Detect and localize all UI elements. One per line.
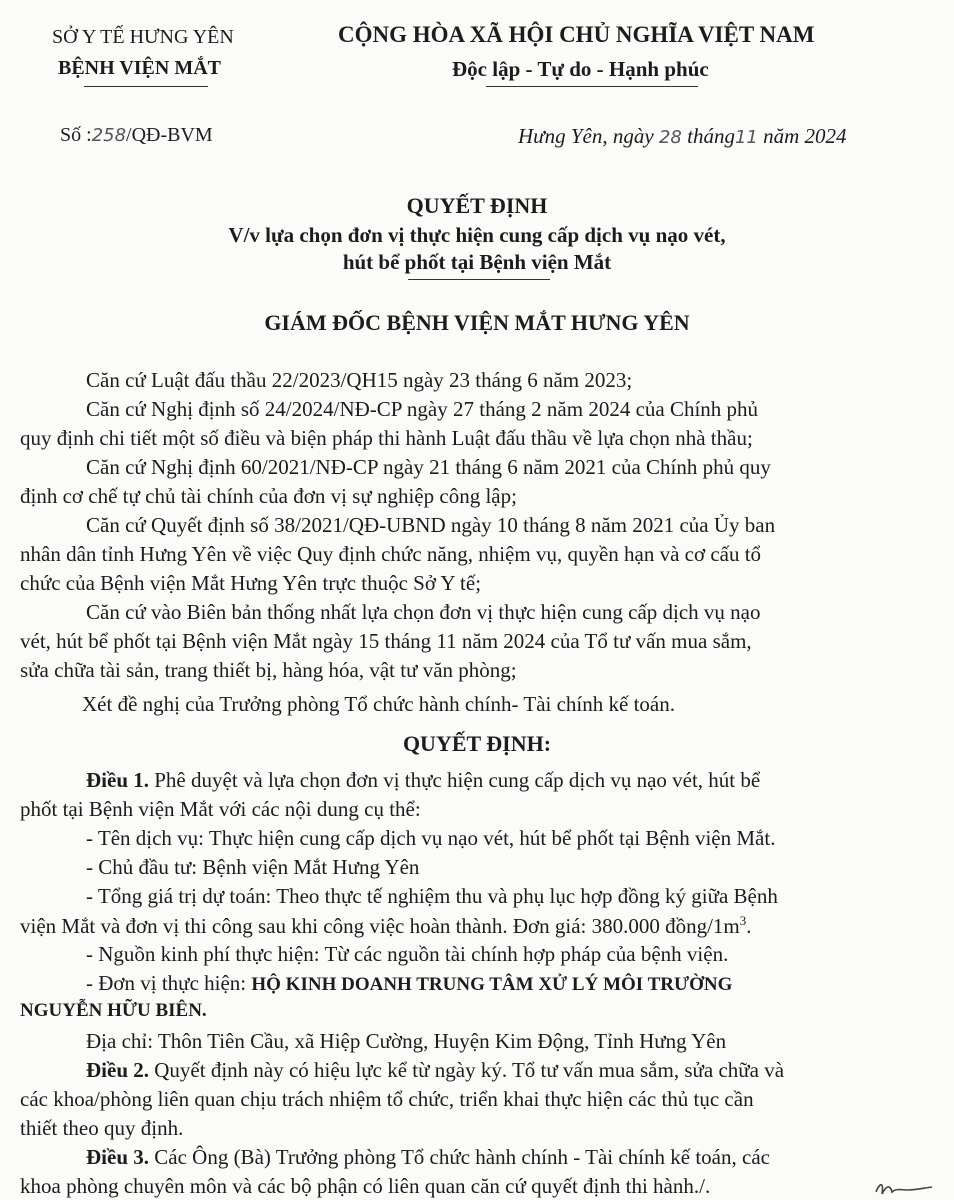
handwritten-month: 11 [734, 127, 758, 148]
decision-heading: QUYẾT ĐỊNH: [402, 731, 552, 756]
article-3-line-2: khoa phòng chuyên môn và các bộ phận có liên quan căn cứ quyết định thi hành./. [20, 1174, 711, 1198]
article-1-line-2: phốt tại Bệnh viện Mắt với các nội dung cụ thể: [20, 797, 421, 821]
basis-line-8: chức của Bệnh viện Mắt Hưng Yên trực thuộc Sở Y tế; [20, 571, 482, 595]
issuing-authority: GIÁM ĐỐC BỆNH VIỆN MẮT HƯNG YÊN [264, 310, 690, 335]
estimate-line-1: - Tổng giá trị dự toán: Theo thực tế nghiệm thu và phụ lục hợp đồng ký giữa Bệnh [86, 884, 778, 908]
article-3-line-1: Điều 3. Các Ông (Bà) Trưởng phòng Tổ chức hành chính - Tài chính kế toán, các [86, 1145, 770, 1169]
article-3-label: Điều 3. [86, 1145, 149, 1169]
cubic-superscript: 3 [739, 913, 747, 928]
contractor-address: Địa chỉ: Thôn Tiên Cầu, xã Hiệp Cường, Huyện Kim Động, Tỉnh Hưng Yên [86, 1029, 727, 1053]
article-2-label: Điều 2. [86, 1058, 149, 1082]
hospital-name: BỆNH VIỆN MẮT [58, 57, 221, 79]
funding-line: - Nguồn kinh phí thực hiện: Từ các nguồn tài chính hợp pháp của bệnh viện. [86, 942, 729, 966]
investor-line: - Chủ đầu tư: Bệnh viện Mắt Hưng Yên [86, 855, 420, 879]
subject-underline [408, 279, 550, 280]
basis-line-7: nhân dân tỉnh Hưng Yên về việc Quy định chức năng, nhiệm vụ, quyền hạn và cơ cấu tổ [20, 542, 762, 566]
contractor-name: HỘ KINH DOANH TRUNG TÂM XỬ LÝ MÔI TRƯỜNG [251, 974, 733, 995]
national-motto: Độc lập - Tự do - Hạnh phúc [452, 57, 709, 81]
basis-line-11: sửa chữa tài sản, trang thiết bị, hàng hóa, vật tư văn phòng; [20, 658, 517, 682]
basis-line-3: quy định chi tiết một số điều và biện pháp thi hành Luật đấu thầu về lựa chọn nhà thầu; [20, 426, 753, 450]
handwritten-day: 28 [658, 127, 682, 148]
motto-underline [486, 86, 698, 87]
basis-line-10: vét, hút bể phốt tại Bệnh viện Mắt ngày 15 tháng 11 năm 2024 của Tổ tư vấn mua sắm, [20, 629, 752, 653]
hospital-underline [84, 86, 208, 87]
month-label: tháng [687, 124, 735, 148]
basis-line-6: Căn cứ Quyết định số 38/2021/QĐ-UBND ngày 10 tháng 8 năm 2021 của Ủy ban [86, 513, 776, 537]
subject-line-1: V/v lựa chọn đơn vị thực hiện cung cấp dịch vụ nạo vét, [228, 223, 726, 247]
country-name: CỘNG HÒA XÃ HỘI CHỦ NGHĨA VIỆT NAM [338, 22, 815, 47]
basis-line-1: Căn cứ Luật đấu thầu 22/2023/QH15 ngày 23 tháng 6 năm 2023; [86, 368, 633, 392]
estimate-line-2: viện Mắt và đơn vị thi công sau khi công việc hoàn thành. Đơn giá: 380.000 đồng/$1m^3$. [20, 913, 752, 938]
article-2-line-1: Điều 2. Quyết định này có hiệu lực kể từ ngày ký. Tổ tư vấn mua sắm, sửa chữa và [86, 1058, 785, 1082]
service-name-line: - Tên dịch vụ: Thực hiện cung cấp dịch vụ nạo vét, hút bể phốt tại Bệnh viện Mắt. [86, 826, 776, 850]
article-2-line-3: thiết theo quy định. [20, 1116, 184, 1140]
proposal-line: Xét đề nghị của Trưởng phòng Tổ chức hành chính- Tài chính kế toán. [82, 692, 675, 716]
year-text: năm 2024 [763, 124, 847, 148]
basis-line-2: Căn cứ Nghị định số 24/2024/NĐ-CP ngày 27 tháng 2 năm 2024 của Chính phủ [86, 397, 759, 421]
department-name: SỞ Y TẾ HƯNG YÊN [52, 26, 234, 48]
number-suffix: /QĐ-BVM [126, 124, 213, 146]
place-date [518, 124, 847, 149]
decision-number [60, 124, 213, 147]
contractor-line-2: NGUYỄN HỮU BIÊN. [20, 1000, 207, 1021]
document-title: QUYẾT ĐỊNH [406, 193, 548, 218]
subject-line-2: hút bể phốt tại Bệnh viện Mắt [342, 250, 612, 274]
article-1-label: Điều 1. [86, 768, 149, 792]
basis-line-5: định cơ chế tự chủ tài chính của đơn vị sự nghiệp công lập; [20, 484, 517, 508]
basis-line-9: Căn cứ vào Biên bản thống nhất lựa chọn đơn vị thực hiện cung cấp dịch vụ nạo [86, 600, 761, 624]
initials-signature [874, 1178, 934, 1200]
contractor-line-1: - Đơn vị thực hiện: HỘ KINH DOANH TRUNG TÂM XỬ LÝ MÔI TRƯỜNG [86, 971, 733, 995]
number-prefix: Số : [60, 124, 92, 146]
article-1-line-1: Điều 1. Phê duyệt và lựa chọn đơn vị thực hiện cung cấp dịch vụ nạo vét, hút bể [86, 768, 761, 792]
basis-line-4: Căn cứ Nghị định 60/2021/NĐ-CP ngày 21 tháng 6 năm 2021 của Chính phủ quy [86, 455, 771, 479]
place-date-prefix: Hưng Yên, ngày [518, 124, 654, 148]
article-2-line-2: các khoa/phòng liên quan chịu trách nhiệm tổ chức, triển khai thực hiện các thủ tục cần [20, 1087, 754, 1111]
handwritten-number: 258 [91, 125, 127, 146]
